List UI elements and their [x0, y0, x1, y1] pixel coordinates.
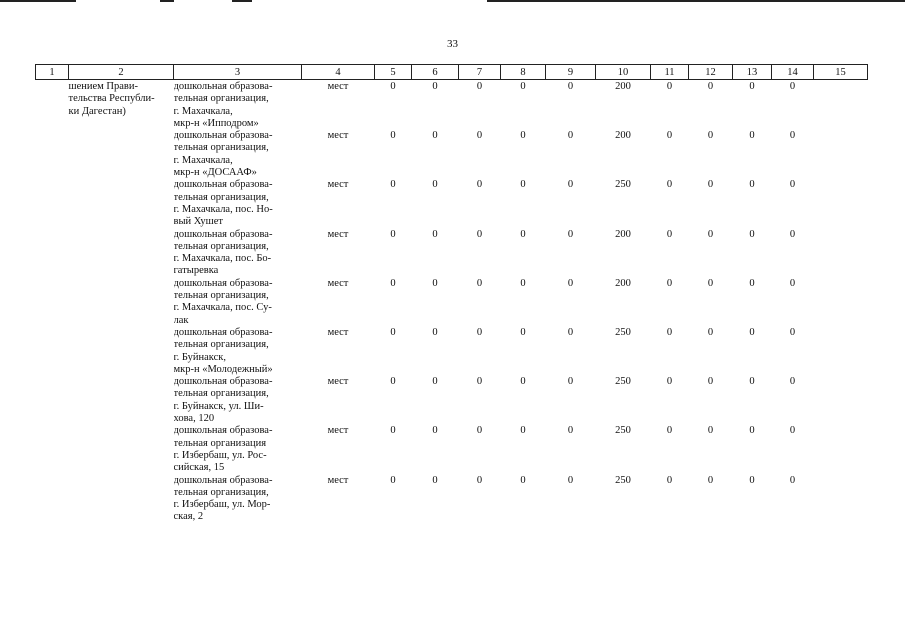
cell-col15	[814, 80, 868, 131]
cell-value: 0	[707, 326, 714, 338]
cell-col2	[69, 80, 174, 131]
cell-value: 0	[432, 474, 438, 486]
table-row	[36, 425, 868, 474]
description-line: тельная организация,	[173, 142, 269, 154]
cell-col2	[69, 376, 174, 425]
description-line: дошкольная образова-	[173, 277, 273, 289]
cell-value: 0	[567, 277, 574, 289]
cell-description	[174, 80, 302, 131]
description-line: дошкольная образова-	[173, 326, 273, 338]
cell-description	[174, 425, 302, 474]
table-body	[36, 80, 868, 524]
cell-value: 0	[432, 326, 438, 338]
column-header: 10	[596, 65, 651, 80]
column-header: 15	[814, 65, 868, 80]
cell-value: 250	[615, 376, 631, 388]
cell-value: 0	[432, 228, 438, 240]
cell-unit: мест	[327, 130, 349, 142]
cell-description	[174, 130, 302, 179]
cell-value: 0	[789, 130, 796, 142]
cell-value: 0	[666, 81, 673, 92]
cell-value: 0	[567, 326, 574, 338]
cell-col15	[814, 376, 868, 425]
cell-value: 0	[666, 277, 673, 289]
cell-value: 0	[749, 179, 755, 191]
cell-value: 0	[749, 474, 755, 486]
cell-value: 0	[789, 179, 796, 191]
cell-unit: мест	[327, 474, 349, 486]
top-border-left	[0, 0, 76, 2]
cell-value: 0	[567, 474, 574, 486]
cell-description	[174, 327, 302, 376]
cell-value: 0	[390, 425, 396, 437]
table-row	[36, 376, 868, 425]
cell-col15	[814, 130, 868, 179]
cell-value: 0	[666, 376, 673, 388]
description-line: тельная организация,	[173, 290, 269, 302]
cell-value: 0	[567, 228, 574, 240]
cell-value: 0	[432, 81, 438, 92]
cell-value: 0	[749, 81, 755, 92]
column-header: 9	[546, 65, 596, 80]
cell-value: 0	[789, 228, 796, 240]
cell-value: 0	[707, 228, 714, 240]
cell-unit: мест	[327, 326, 349, 338]
cell-col1	[36, 425, 69, 474]
description-line: дошкольная образова-	[173, 474, 273, 486]
column-header: 6	[412, 65, 459, 80]
cell-value: 0	[749, 277, 755, 289]
description-line: лак	[173, 314, 189, 326]
cell-value: 0	[749, 326, 755, 338]
table-row	[36, 80, 868, 131]
cell-col15	[814, 475, 868, 524]
cell-value: 0	[390, 376, 396, 388]
cell-value: 0	[390, 228, 396, 240]
cell-value: 0	[520, 474, 526, 486]
description-line: тельная организация,	[173, 339, 269, 351]
cell-value: 0	[707, 277, 714, 289]
column-header: 7	[459, 65, 501, 80]
description-line: г. Махачкала, пос. Бо-	[173, 253, 272, 265]
cell-col1	[36, 179, 69, 228]
cell-unit: мест	[327, 277, 349, 289]
cell-value: 0	[520, 425, 526, 437]
cell-unit: мест	[327, 81, 349, 92]
top-border-mid-a	[160, 0, 174, 2]
cell-value: 0	[476, 81, 483, 92]
cell-value: 0	[390, 277, 396, 289]
cell-value: 200	[615, 81, 631, 92]
description-line: мкр-н «Молодежный»	[173, 363, 273, 375]
cell-value: 0	[789, 81, 796, 92]
cell-value: 0	[707, 179, 714, 191]
cell-value: 0	[520, 376, 526, 388]
cell-col2	[69, 179, 174, 228]
table-row	[36, 179, 868, 228]
column-header: 13	[733, 65, 772, 80]
cell-col2	[69, 327, 174, 376]
description-line: тельная организация,	[173, 388, 269, 400]
description-line: дошкольная образова-	[173, 81, 273, 92]
cell-col1	[36, 376, 69, 425]
description-line: сийская, 15	[173, 462, 225, 474]
column-header: 8	[501, 65, 546, 80]
description-line: дошкольная образова-	[173, 179, 273, 191]
cell-value: 0	[789, 277, 796, 289]
description-line: г. Избербаш, ул. Мор-	[173, 499, 271, 511]
cell-value: 0	[666, 130, 673, 142]
cell-value: 0	[476, 130, 483, 142]
cell-description	[174, 475, 302, 524]
cell-value: 0	[390, 130, 396, 142]
column-header: 4	[302, 65, 375, 80]
description-line: тельная организация,	[173, 191, 269, 203]
cell-value: 0	[476, 376, 483, 388]
cell-value: 0	[567, 425, 574, 437]
description-line: тельная организация,	[173, 486, 269, 498]
column-header: 2	[69, 65, 174, 80]
description-line: дошкольная образова-	[173, 130, 273, 142]
cell-value: 0	[666, 179, 673, 191]
description-line: дошкольная образова-	[173, 425, 273, 437]
description-line: вый Хушет	[173, 216, 224, 228]
description-line: г. Буйнакск, ул. Ши-	[173, 400, 264, 412]
cell-value: 0	[666, 474, 673, 486]
cell-col2	[69, 229, 174, 278]
cell-value: 0	[707, 130, 714, 142]
cell-description	[174, 376, 302, 425]
cell-value: 0	[520, 228, 526, 240]
cell-value: 0	[476, 179, 483, 191]
cell-value: 250	[615, 425, 631, 437]
cell-value: 0	[476, 425, 483, 437]
description-line: тельная организация	[173, 437, 267, 449]
cell-value: 0	[749, 228, 755, 240]
cell-col15	[814, 179, 868, 228]
page-number: 33	[447, 38, 458, 50]
top-border-mid-b	[232, 0, 252, 2]
cell-col1	[36, 327, 69, 376]
cell-unit: мест	[327, 376, 349, 388]
description-line: г. Избербаш, ул. Рос-	[173, 449, 267, 461]
column-header: 14	[772, 65, 814, 80]
data-table	[35, 64, 868, 524]
cell-value: 0	[520, 326, 526, 338]
column-header: 11	[651, 65, 689, 80]
description-line: г. Махачкала,	[173, 154, 233, 166]
cell-value: 0	[567, 130, 574, 142]
description-line: хова, 120	[173, 413, 215, 425]
cell-value: 250	[615, 179, 631, 191]
cell-value: 200	[615, 228, 631, 240]
cell-value: 0	[476, 326, 483, 338]
description-line: гатыревка	[173, 265, 219, 277]
description-line: ская, 2	[173, 511, 204, 523]
cell-value: 0	[707, 81, 714, 92]
cell-value: 0	[567, 81, 574, 92]
cell-col15	[814, 278, 868, 327]
cell-value: 250	[615, 326, 631, 338]
cell-col2	[69, 475, 174, 524]
cell-col15	[814, 229, 868, 278]
cell-value: 0	[749, 425, 755, 437]
cell-value: 0	[666, 326, 673, 338]
cell-value: 0	[567, 376, 574, 388]
cell-value: 0	[789, 326, 796, 338]
description-line: дошкольная образова-	[173, 376, 273, 388]
cell-description	[174, 179, 302, 228]
cell-value: 0	[749, 130, 755, 142]
cell-value: 0	[789, 425, 796, 437]
cell-value: 0	[390, 81, 396, 92]
cell-description	[174, 229, 302, 278]
table-row	[36, 130, 868, 179]
description-line: г. Буйнакск,	[173, 351, 227, 363]
table-row	[36, 278, 868, 327]
cell-col15	[814, 425, 868, 474]
cell-unit: мест	[327, 179, 349, 191]
cell-value: 0	[520, 81, 526, 92]
cell-value: 0	[520, 130, 526, 142]
description-line: г. Махачкала, пос. Су-	[173, 302, 272, 314]
cell-value: 0	[707, 474, 714, 486]
cell-value: 0	[789, 376, 796, 388]
cell-value: 0	[432, 277, 438, 289]
description-line: тельная организация,	[173, 93, 269, 105]
table-row	[36, 229, 868, 278]
table-row	[36, 475, 868, 524]
table-row	[36, 327, 868, 376]
cell-value: 0	[432, 376, 438, 388]
cell-col1	[36, 80, 69, 131]
cell-col2	[69, 278, 174, 327]
cell-col2	[69, 130, 174, 179]
column-header: 12	[689, 65, 733, 80]
cell-col1	[36, 229, 69, 278]
description-line: г. Махачкала, пос. Но-	[173, 203, 273, 215]
cell-value: 0	[432, 130, 438, 142]
cell-unit: мест	[327, 425, 349, 437]
cell-value: 0	[666, 425, 673, 437]
cell-value: 0	[390, 474, 396, 486]
cell-value: 0	[390, 179, 396, 191]
cell-value: 0	[476, 228, 483, 240]
cell-value: 200	[615, 130, 631, 142]
cell-value: 0	[432, 179, 438, 191]
col2-line: тельства Республи-	[68, 93, 155, 105]
cell-unit: мест	[327, 228, 349, 240]
col2-line: шением Прави-	[68, 81, 138, 92]
description-line: тельная организация,	[173, 240, 269, 252]
cell-value: 0	[707, 425, 714, 437]
cell-value: 0	[666, 228, 673, 240]
cell-value: 0	[707, 376, 714, 388]
column-header: 1	[36, 65, 69, 80]
cell-value: 0	[520, 277, 526, 289]
column-header: 5	[375, 65, 412, 80]
cell-value: 0	[390, 326, 396, 338]
cell-value: 250	[615, 474, 631, 486]
cell-col2	[69, 425, 174, 474]
description-line: мкр-н «Ипподром»	[173, 117, 259, 129]
cell-value: 0	[749, 376, 755, 388]
cell-col1	[36, 278, 69, 327]
header-row	[36, 65, 868, 80]
cell-value: 0	[567, 179, 574, 191]
top-border-right	[487, 0, 905, 2]
cell-value: 0	[432, 425, 438, 437]
column-header: 3	[174, 65, 302, 80]
cell-description	[174, 278, 302, 327]
description-line: г. Махачкала,	[173, 105, 233, 117]
cell-value: 0	[476, 277, 483, 289]
cell-col1	[36, 475, 69, 524]
col2-line: ки Дагестан)	[68, 105, 126, 117]
description-line: мкр-н «ДОСААФ»	[173, 167, 257, 179]
cell-value: 200	[615, 277, 631, 289]
cell-col1	[36, 130, 69, 179]
cell-value: 0	[789, 474, 796, 486]
cell-col15	[814, 327, 868, 376]
cell-value: 0	[476, 474, 483, 486]
description-line: дошкольная образова-	[173, 228, 273, 240]
cell-value: 0	[520, 179, 526, 191]
